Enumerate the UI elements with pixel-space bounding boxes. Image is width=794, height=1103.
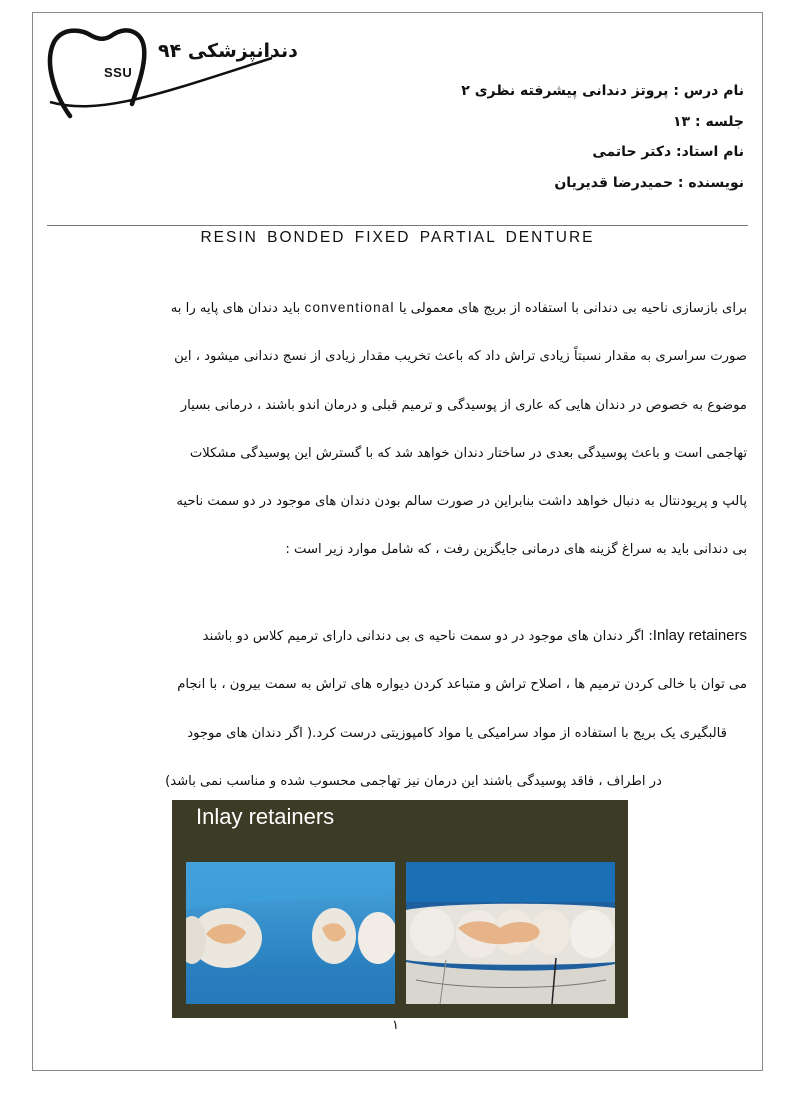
intro-line-3: موضوع به خصوص در دندان هایی که عاری از پوسیدگی و ترمیم قبلی و درمان اندو باشند ، درمانی بسیار [180,397,747,413]
logo-text: دندانپزشکی ۹۴ [158,40,298,62]
clinical-photo-preparations [186,862,395,1004]
course-info [414,76,744,198]
intro-line-1-start: برای بازسازی ناحیه بی دندانی با استفاده از بریج های معمولی یا [398,301,747,316]
inlay-line-4: در اطراف ، فاقد پوسیدگی باشند این درمان نیز تهاجمی محسوب شده و مناسب نمی باشد) [165,773,662,789]
intro-line-5: پالپ و پریودنتال به دنبال خواهد داشت بنابراین در صورت سالم بودن دندان های موجود در دو سمت ناحیه [176,494,747,510]
intro-line-2: صورت سراسری به مقدار نسبتاً زیادی تراش داد که باعث تخریب مقدار زیادی از نسج دندانی میشود ، این [174,349,747,365]
inlay-retainers-figure [172,800,628,1018]
ssu-dentistry-logo [40,24,298,124]
course-name: نام درس : پروتز دندانی پیشرفته نظری ۲ [461,83,744,99]
logo-abbr: SSU [104,65,133,80]
instructor-name: نام استاد: دکتر حاتمی [592,144,744,160]
session-number: جلسه : ۱۳ [673,113,744,130]
lab-photo-inlay-bridge [406,862,615,1004]
document-title: RESIN BONDED FIXED PARTIAL DENTURE [200,229,595,246]
inlay-paragraph [50,612,747,806]
intro-line-4: تهاجمی است و باعث پوسیدگی بعدی در ساختار دندان خواهد شد که با گسترش این پوسیدگی مشکلات [189,445,747,461]
header-divider [47,225,748,226]
author-name: نویسنده : حمیدرضا قدیریان [554,174,744,191]
inlay-bridge-model-image [406,862,615,1004]
intro-paragraph [50,284,747,575]
intro-line-1 [50,284,747,333]
prepared-teeth-image [186,862,395,1004]
inlay-heading: Inlay retainers [652,627,747,644]
conventional-term: conventional [304,300,395,315]
inlay-line-2: می توان با خالی کردن ترمیم ها ، اصلاح تراش و متباعد کردن دیواره های تراش به سمت بیرون ، با انجام [177,677,747,693]
inlay-line-1-text: : اگر دندان های موجود در دو سمت ناحیه ی بی دندانی دارای ترمیم کلاس دو باشند [202,629,653,644]
figure-title: Inlay retainers [196,804,335,829]
inlay-line-1 [50,612,747,661]
intro-line-1-end: باید دندان های پایه را به [170,301,301,316]
inlay-line-3: قالبگیری یک بریج با استفاده از مواد سرامیکی یا مواد کامپوزیتی درست کرد.( اگر دندان های موجود [187,725,727,741]
intro-line-6: بی دندانی باید به سراغ گزینه های درمانی جایگزین رفت ، که شامل موارد زیر است : [285,542,747,558]
tooth-logo-icon [40,24,280,124]
page-number: ۱ [392,1018,399,1033]
